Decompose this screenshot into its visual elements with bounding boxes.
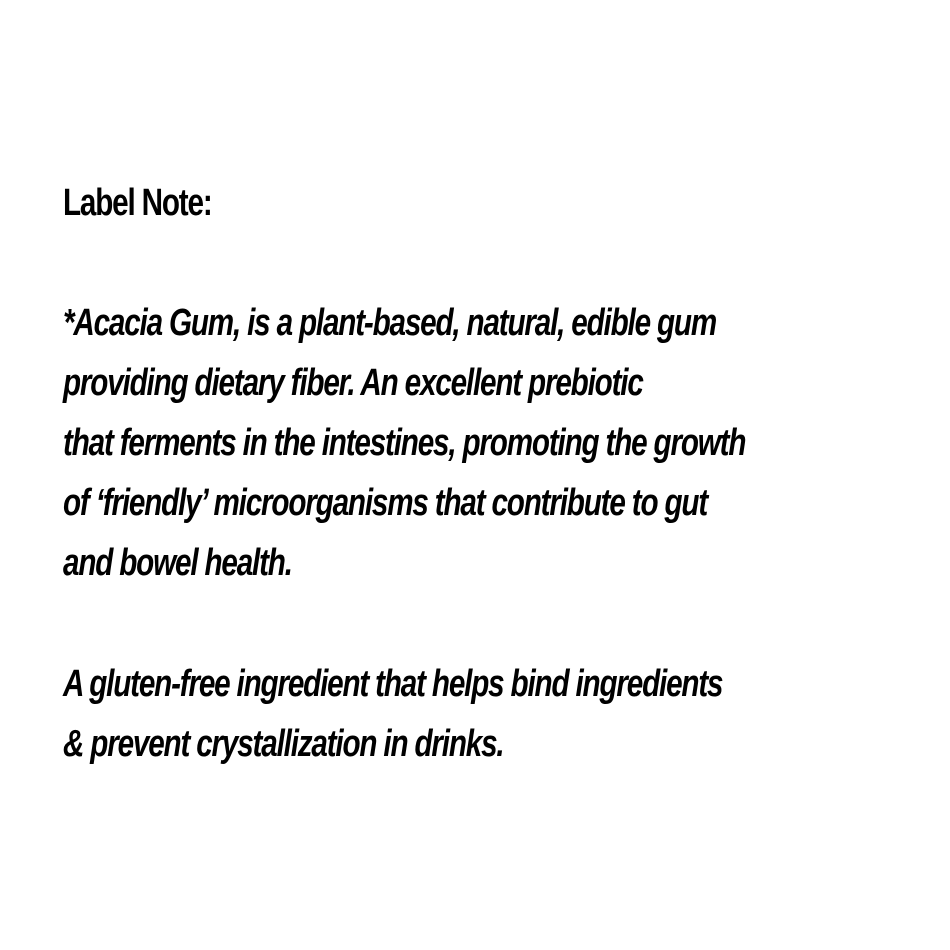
label-note-heading: Label Note: — [63, 182, 212, 224]
paragraph-line: providing dietary fiber. An excellent prebiotic — [63, 362, 643, 404]
paragraph-line: *Acacia Gum, is a plant-based, natural, edible gum — [63, 302, 717, 344]
paragraph-line: and bowel health. — [63, 542, 292, 584]
paragraph-line: A gluten-free ingredient that helps bind ingredients — [63, 663, 723, 705]
paragraph-line: of ‘friendly’ microorganisms that contribute to gut — [63, 482, 708, 524]
paragraph-line: & prevent crystallization in drinks. — [63, 723, 504, 765]
acacia-gum-paragraph — [63, 293, 745, 593]
gluten-free-paragraph — [63, 654, 722, 774]
paragraph-line: that ferments in the intestines, promoting the growth — [63, 422, 746, 464]
